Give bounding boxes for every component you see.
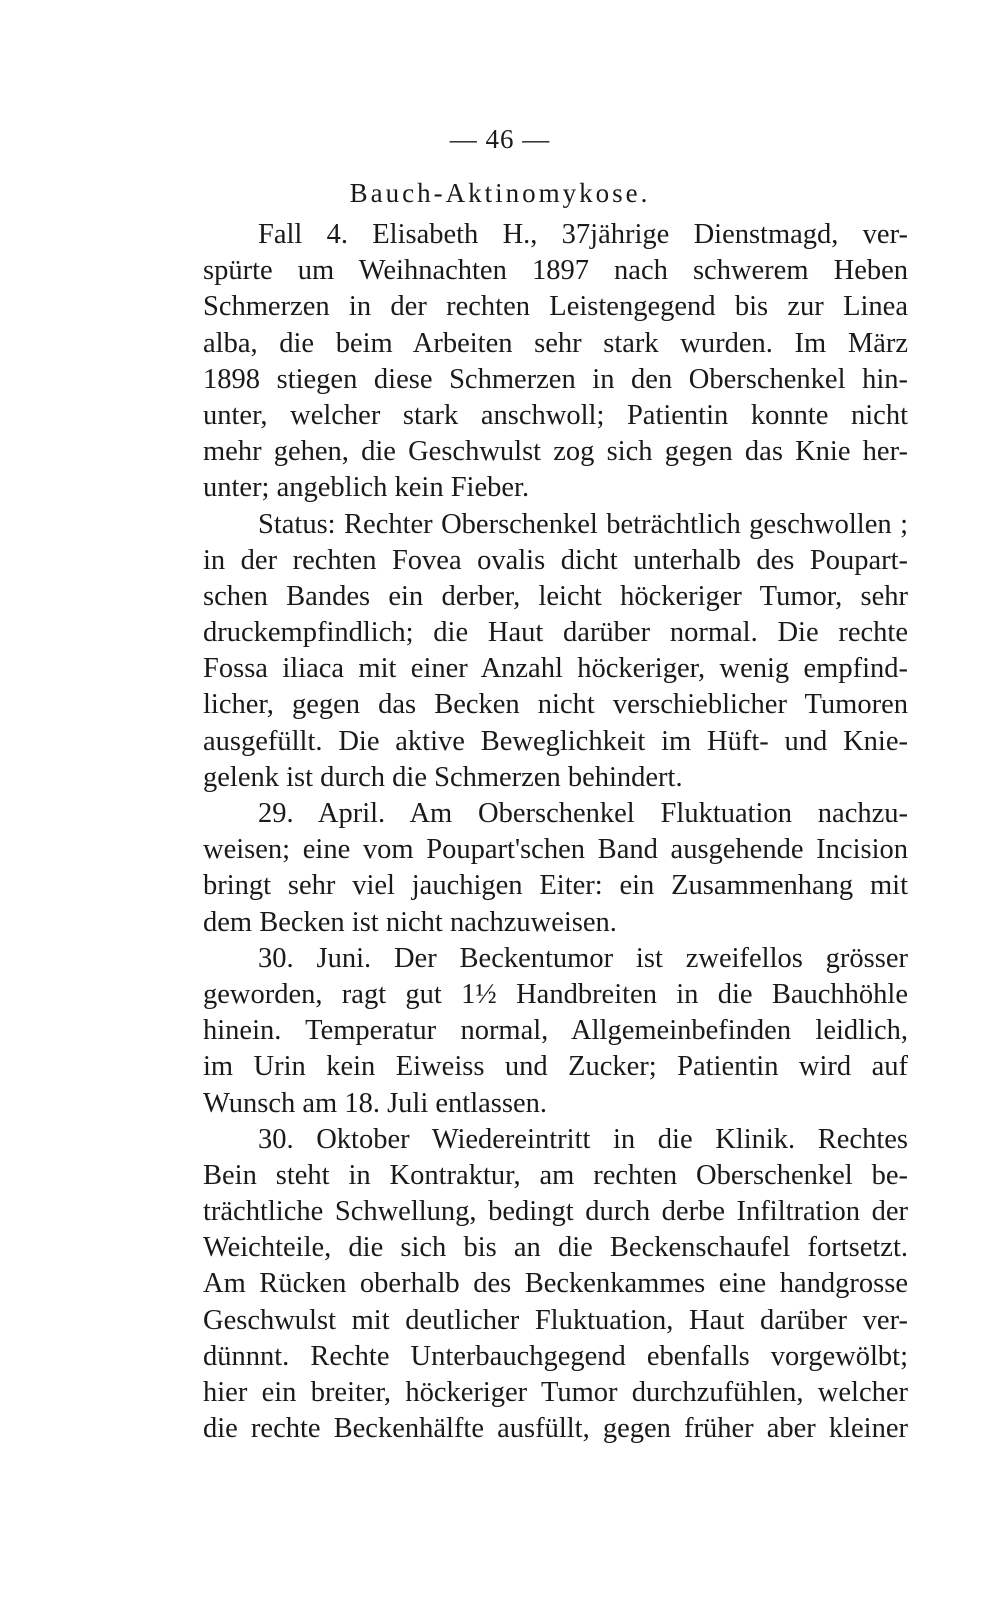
- text-line: 30. Juni. Der Beckentumor ist zweifellos grösser: [258, 942, 908, 974]
- text-line: Am Rücken oberhalb des Beckenkammes eine handgrosse: [203, 1268, 908, 1300]
- text-line: dünnnt. Rechte Unterbauchgegend ebenfalls vorgewölbt;: [203, 1340, 908, 1372]
- text-line: hinein. Temperatur normal, Allgemeinbefinden leidlich,: [203, 1015, 908, 1047]
- text-line: gelenk ist durch die Schmerzen behindert.: [203, 761, 683, 793]
- text-line: Fossa iliaca mit einer Anzahl höckeriger, wenig empfind-: [203, 653, 908, 685]
- text-line: druckempfindlich; die Haut darüber normal. Die rechte: [203, 617, 908, 649]
- text-line: ausgefüllt. Die aktive Beweglichkeit im Hüft- und Knie-: [203, 725, 908, 757]
- text-line: 1898 stiegen diese Schmerzen in den Oberschenkel hin-: [203, 363, 908, 395]
- text-line: 30. Oktober Wiedereintritt in die Klinik. Rechtes: [258, 1123, 908, 1155]
- text-line: unter, welcher stark anschwoll; Patientin konnte nicht: [203, 399, 908, 431]
- text-line: Weichteile, die sich bis an die Beckenschaufel fortsetzt.: [203, 1232, 908, 1264]
- text-line: Geschwulst mit deutlicher Fluktuation, Haut darüber ver-: [203, 1304, 908, 1336]
- text-line: hier ein breiter, höckeriger Tumor durchzufühlen, welcher: [203, 1377, 908, 1408]
- section-title: Bauch-Aktinomykose.: [349, 178, 651, 208]
- text-line: in der rechten Fovea ovalis dicht unterhalb des Poupart-: [203, 544, 908, 576]
- body-text: [203, 217, 908, 1447]
- text-line: dem Becken ist nicht nachzuweisen.: [203, 906, 617, 938]
- text-line: die rechte Beckenhälfte ausfüllt, gegen früher aber kleiner: [203, 1413, 908, 1445]
- text-line: 29. April. Am Oberschenkel Fluktuation nachzu-: [258, 798, 908, 829]
- text-line: geworden, ragt gut 1½ Handbreiten in die Bauchhöhle: [203, 978, 908, 1010]
- page-number: — 46 —: [449, 124, 551, 154]
- text-line: Wunsch am 18. Juli entlassen.: [203, 1087, 547, 1119]
- text-line: bringt sehr viel jauchigen Eiter: ein Zusammenhang mit: [203, 870, 908, 902]
- text-line: trächtliche Schwellung, bedingt durch derbe Infiltration der: [203, 1196, 908, 1228]
- text-line: unter; angeblich kein Fieber.: [203, 472, 530, 504]
- text-line: Status: Rechter Oberschenkel beträchtlich geschwollen ;: [258, 508, 908, 540]
- text-line: spürte um Weihnachten 1897 nach schwerem Heben: [203, 255, 908, 287]
- text-line: schen Bandes ein derber, leicht höckeriger Tumor, sehr: [203, 580, 908, 612]
- text-line: licher, gegen das Becken nicht verschieblicher Tumoren: [203, 689, 908, 721]
- text-line: weisen; eine vom Poupart'schen Band ausgehende Incision: [203, 834, 908, 866]
- text-line: mehr gehen, die Geschwulst zog sich gegen das Knie her-: [203, 436, 908, 468]
- text-line: Schmerzen in der rechten Leistengegend bis zur Linea: [203, 291, 908, 323]
- text-line: im Urin kein Eiweiss und Zucker; Patientin wird auf: [203, 1051, 908, 1083]
- text-line: alba, die beim Arbeiten sehr stark wurden. Im März: [203, 327, 908, 359]
- text-line: Bein steht in Kontraktur, am rechten Oberschenkel be-: [203, 1159, 908, 1191]
- text-line: Fall 4. Elisabeth H., 37jährige Dienstmagd, ver-: [258, 219, 908, 250]
